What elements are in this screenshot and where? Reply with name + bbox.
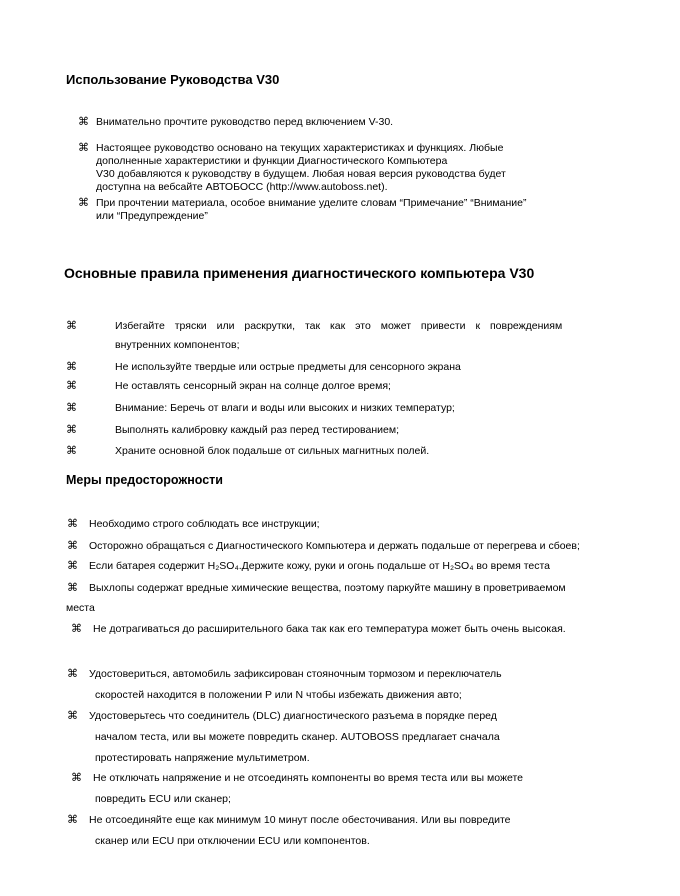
bullet-icon: ⌘ (67, 560, 78, 572)
precaution-item-line: Не отключать напряжение и не отсоединять компоненты во время теста или вы можете (93, 772, 523, 784)
usage-item-line: дополненные характеристики и функции Диагностического Компьютера (96, 155, 448, 167)
bullet-icon: ⌘ (66, 402, 77, 414)
precaution-item-line: Выхлопы содержат вредные химические вещества, поэтому паркуйте машину в проветриваемом (89, 582, 566, 594)
section-title-precautions: Меры предосторожности (66, 473, 223, 487)
bullet-icon: ⌘ (67, 518, 78, 530)
precaution-item-line: сканер или ECU при отключении ECU или компонентов. (95, 835, 370, 847)
precaution-item-line: скоростей находится в положении P или N чтобы избежать движения авто; (95, 689, 462, 701)
bullet-icon: ⌘ (67, 582, 78, 594)
precaution-item-line: Удостовериться, автомобиль зафиксирован стояночным тормозом и переключатель (89, 668, 502, 680)
bullet-icon: ⌘ (71, 623, 82, 635)
usage-item-line: Внимательно прочтите руководство перед включением V-30. (96, 116, 394, 128)
precaution-item-line: Не дотрагиваться до расширительного бака так как его температура может быть очень высокая. (93, 623, 566, 635)
rules-item-line: Внимание: Беречь от влаги и воды или высоких и низких температур; (115, 402, 455, 414)
usage-item-line: или “Предупреждение” (96, 210, 208, 222)
bullet-icon: ⌘ (67, 710, 78, 722)
bullet-icon: ⌘ (66, 380, 77, 392)
bullet-icon: ⌘ (66, 320, 77, 332)
bullet-icon: ⌘ (66, 361, 77, 373)
precaution-item-line: началом теста, или вы можете повредить сканер. AUTOBOSS предлагает сначала (95, 731, 500, 743)
precaution-item-line: Если батарея содержит H₂SO₄.Держите кожу, руки и огонь подальше от H₂SO₄ во время теста (89, 560, 551, 572)
precaution-item-line: протестировать напряжение мультиметром. (95, 752, 310, 764)
precaution-item-line: Необходимо строго соблюдать все инструкции; (89, 518, 320, 530)
precaution-item-line: Не отсоединяйте еще как минимум 10 минут после обесточивания. Или вы повредите (89, 814, 511, 826)
precaution-item-line: Удостоверьтесь что соединитель (DLC) диагностического разъема в порядке перед (89, 710, 497, 722)
rules-item-line: Храните основной блок подальше от сильных магнитных полей. (115, 445, 430, 457)
rules-item-line: Избегайте тряски или раскрутки, так как это может привести к повреждениям (115, 320, 563, 332)
bullet-icon: ⌘ (78, 142, 89, 154)
rules-item-line: Не используйте твердые или острые предметы для сенсорного экрана (115, 361, 461, 373)
rules-item-line: Не оставлять сенсорный экран на солнце долгое время; (115, 380, 391, 392)
bullet-icon: ⌘ (66, 445, 77, 457)
section-title-rules: Основные правила применения диагностического компьютера V30 (64, 265, 535, 281)
section-title-usage: Использование Руководства V30 (66, 72, 280, 87)
rules-item-line: Выполнять калибровку каждый раз перед тестированием; (115, 424, 399, 436)
usage-item-line: доступна на вебсайте АВТОБОСС (http://www.autoboss.net). (96, 181, 388, 193)
usage-item-line: Настоящее руководство основано на текущих характеристиках и функциях. Любые (96, 142, 504, 154)
usage-item-line: V30 добавляются к руководству в будущем. Любая новая версия руководства будет (96, 168, 506, 180)
bullet-icon: ⌘ (71, 772, 82, 784)
bullet-icon: ⌘ (78, 116, 89, 128)
precaution-item-line: Осторожно обращаться с Диагностического Компьютера и держать подальше от перегрева и сбоев; (89, 540, 580, 552)
precaution-item-line: повредить ECU или сканер; (95, 793, 231, 805)
bullet-icon: ⌘ (78, 197, 89, 209)
bullet-icon: ⌘ (66, 424, 77, 436)
bullet-icon: ⌘ (67, 814, 78, 826)
usage-item-line: При прочтении материала, особое внимание уделите словам “Примечание” “Внимание” (96, 197, 527, 209)
bullet-icon: ⌘ (67, 540, 78, 552)
rules-item-line: внутренних компонентов; (115, 339, 240, 351)
precaution-item-line: места (66, 602, 95, 614)
bullet-icon: ⌘ (67, 668, 78, 680)
